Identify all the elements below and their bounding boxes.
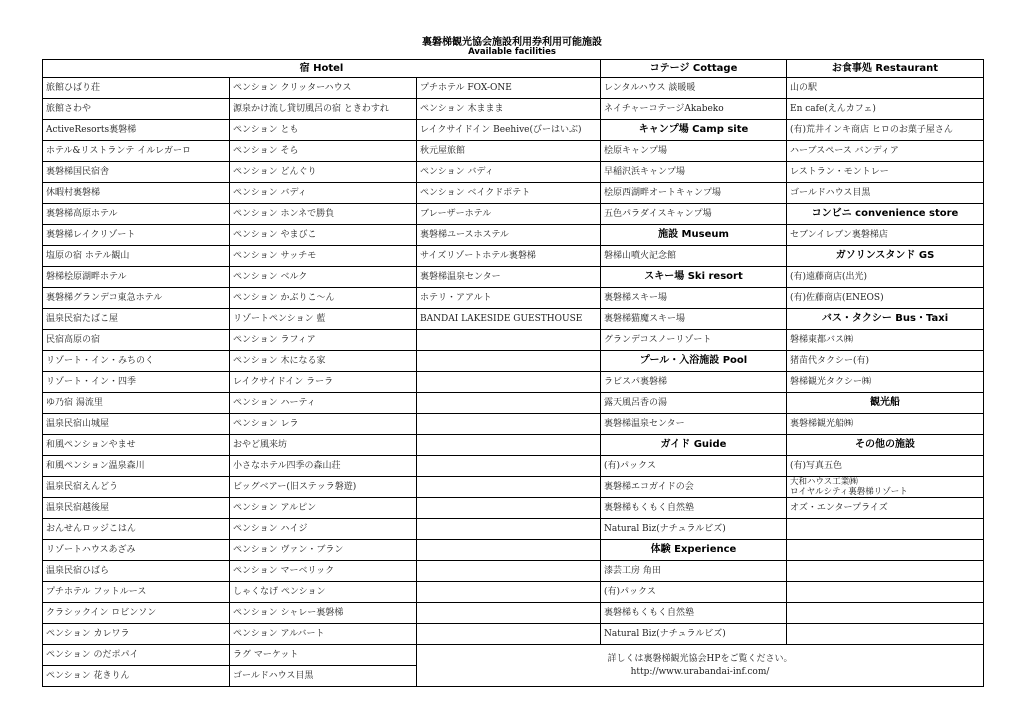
page-subtitle: Available facilities — [468, 47, 556, 57]
category-header: バス・タクシー Bus・Taxi — [787, 309, 984, 330]
hotel-cell: ペンション どんぐり — [230, 162, 417, 183]
empty-cell — [787, 603, 984, 624]
header-row — [43, 60, 984, 78]
hotel-cell: ペンション レラ — [230, 414, 417, 435]
table-row — [43, 561, 984, 582]
category-header: コンビニ convenience store — [787, 204, 984, 225]
facility-cell: (有)パックス — [601, 582, 787, 603]
hotel-cell: 温泉民宿越後屋 — [43, 498, 230, 519]
hotel-cell: プチホテル フットルース — [43, 582, 230, 603]
facility-cell: 裏磐梯温泉センター — [601, 414, 787, 435]
facility-cell: 裏磐梯猫魔スキー場 — [601, 309, 787, 330]
hotel-cell: ペンション 花きりん — [43, 666, 230, 687]
hotel-cell: リゾート・イン・四季 — [43, 372, 230, 393]
hotel-cell: ペンション 木ままま — [417, 99, 601, 120]
facility-cell: 磐梯山噴火記念館 — [601, 246, 787, 267]
hotel-cell: ペンション とも — [230, 120, 417, 141]
facility-cell: (有)写真五色 — [787, 456, 984, 477]
footer-note-text: 詳しくは裏磐梯観光協会HPをご覧ください。 — [607, 653, 793, 664]
hotel-cell: ペンション ハーティ — [230, 393, 417, 414]
facilities-table-body — [43, 60, 984, 687]
category-header: 体験 Experience — [601, 540, 787, 561]
hotel-cell: レイクサイドイン Beehive(びーはいぶ) — [417, 120, 601, 141]
table-row — [43, 456, 984, 477]
facility-cell: 磐梯東都バス㈱ — [787, 330, 984, 351]
hotel-cell: レイクサイドイン ラーラ — [230, 372, 417, 393]
empty-cell — [417, 519, 601, 540]
hotel-cell: 温泉民宿たばこ屋 — [43, 309, 230, 330]
hotel-cell: ペンション クリッターハウス — [230, 78, 417, 99]
hotel-cell: ペンション ベルク — [230, 267, 417, 288]
table-row — [43, 498, 984, 519]
hotel-cell: 秋元屋旅館 — [417, 141, 601, 162]
empty-cell — [417, 330, 601, 351]
page-title: 裏磐梯観光協会施設利用券利用可能施設 — [422, 37, 602, 48]
facility-cell: 五色パラダイスキャンプ場 — [601, 204, 787, 225]
facility-cell — [787, 477, 984, 498]
facility-cell: オズ・エンタープライズ — [787, 498, 984, 519]
category-header: スキー場 Ski resort — [601, 267, 787, 288]
facility-cell: 漆芸工房 角田 — [601, 561, 787, 582]
facility-cell: (有)荒井インキ商店 ヒロのお菓子屋さん — [787, 120, 984, 141]
hotel-cell: プチホテル FOX-ONE — [417, 78, 601, 99]
table-row — [43, 519, 984, 540]
hotel-cell: 裏磐梯グランデコ東急ホテル — [43, 288, 230, 309]
facility-line: ロイヤルシティ裏磐梯リゾート — [790, 487, 908, 497]
hotel-cell: ペンション サッチモ — [230, 246, 417, 267]
hotel-cell: ビッグベアー(旧ステッラ磐遊) — [230, 477, 417, 498]
facility-cell: 裏磐梯観光船㈱ — [787, 414, 984, 435]
hotel-header: 宿 Hotel — [43, 60, 601, 78]
table-row — [43, 99, 984, 120]
category-header: ガイド Guide — [601, 435, 787, 456]
hotel-cell: ペンション バディ — [230, 183, 417, 204]
hotel-cell: リゾートペンション 藍 — [230, 309, 417, 330]
table-row — [43, 435, 984, 456]
hotel-cell: ペンション 木になる家 — [230, 351, 417, 372]
facility-cell: レストラン・モントレー — [787, 162, 984, 183]
facilities-table — [42, 59, 984, 687]
facility-cell: (有)佐藤商店(ENEOS) — [787, 288, 984, 309]
footer-note — [417, 645, 984, 687]
hotel-cell: 旅館さわや — [43, 99, 230, 120]
empty-cell — [417, 561, 601, 582]
facility-cell: En cafe(えんカフェ) — [787, 99, 984, 120]
category-header: プール・入浴施設 Pool — [601, 351, 787, 372]
table-row — [43, 624, 984, 645]
hotel-cell: サイズリゾートホテル裏磐梯 — [417, 246, 601, 267]
table-row — [43, 141, 984, 162]
table-row — [43, 414, 984, 435]
table-row — [43, 330, 984, 351]
category-header: 施設 Museum — [601, 225, 787, 246]
hotel-cell: リゾートハウスあざみ — [43, 540, 230, 561]
hotel-cell: 温泉民宿えんどう — [43, 477, 230, 498]
hotel-cell: ホテリ・アアルト — [417, 288, 601, 309]
hotel-cell: ペンション アルバート — [230, 624, 417, 645]
hotel-cell: 塩原の宿 ホテル観山 — [43, 246, 230, 267]
hotel-cell: ラグ マーケット — [230, 645, 417, 666]
empty-cell — [417, 603, 601, 624]
table-row — [43, 204, 984, 225]
hotel-cell: ペンション カレワラ — [43, 624, 230, 645]
hotel-cell: BANDAI LAKESIDE GUESTHOUSE — [417, 309, 601, 330]
table-row — [43, 393, 984, 414]
hotel-cell: 和風ペンション温泉森川 — [43, 456, 230, 477]
empty-cell — [787, 582, 984, 603]
table-row — [43, 78, 984, 99]
table-row — [43, 183, 984, 204]
facility-cell: ネイチャーコテージAkabeko — [601, 99, 787, 120]
table-row — [43, 477, 984, 498]
empty-cell — [417, 372, 601, 393]
table-row — [43, 582, 984, 603]
category-header: キャンプ場 Camp site — [601, 120, 787, 141]
hotel-cell: しゃくなげ ペンション — [230, 582, 417, 603]
empty-cell — [417, 414, 601, 435]
hotel-cell: ペンション マーベリック — [230, 561, 417, 582]
table-row — [43, 225, 984, 246]
empty-cell — [787, 561, 984, 582]
hotel-cell: 温泉民宿ひばら — [43, 561, 230, 582]
hotel-cell: ゴールドハウス目黒 — [230, 666, 417, 687]
facility-cell: 裏磐梯もくもく自然塾 — [601, 603, 787, 624]
hotel-cell: ペンション かぶりこ～ん — [230, 288, 417, 309]
empty-cell — [787, 624, 984, 645]
facility-cell: 山の駅 — [787, 78, 984, 99]
table-row — [43, 645, 984, 666]
table-row — [43, 120, 984, 141]
hotel-cell: ペンション のだポパイ — [43, 645, 230, 666]
facility-cell: 裏磐梯もくもく自然塾 — [601, 498, 787, 519]
hotel-cell: ペンション そら — [230, 141, 417, 162]
hotel-cell: 小さなホテル四季の森山荘 — [230, 456, 417, 477]
hotel-cell: ブレーザーホテル — [417, 204, 601, 225]
facility-cell: 猪苗代タクシー(有) — [787, 351, 984, 372]
hotel-cell: ホテル&リストランテ イルレガーロ — [43, 141, 230, 162]
empty-cell — [417, 435, 601, 456]
facility-cell: 裏磐梯エコガイドの会 — [601, 477, 787, 498]
hotel-cell: ペンション バディ — [417, 162, 601, 183]
facility-cell: ラビスパ裏磐梯 — [601, 372, 787, 393]
empty-cell — [787, 540, 984, 561]
hotel-cell: 源泉かけ流し貸切風呂の宿 ときわすれ — [230, 99, 417, 120]
category-header: ガソリンスタンド GS — [787, 246, 984, 267]
table-row — [43, 162, 984, 183]
hotel-cell: 休暇村裏磐梯 — [43, 183, 230, 204]
hotel-cell: ペンション ハイジ — [230, 519, 417, 540]
hotel-cell: 磐梯桧原湖畔ホテル — [43, 267, 230, 288]
facility-cell: ハーブスペース バンディア — [787, 141, 984, 162]
facility-cell: 桧原キャンプ場 — [601, 141, 787, 162]
hotel-cell: ゆ乃宿 湯流里 — [43, 393, 230, 414]
facility-cell: 早稲沢浜キャンプ場 — [601, 162, 787, 183]
table-row — [43, 372, 984, 393]
category-header: 観光船 — [787, 393, 984, 414]
facility-cell: Natural Biz(ナチュラルビズ) — [601, 519, 787, 540]
table-row — [43, 267, 984, 288]
empty-cell — [417, 393, 601, 414]
table-row — [43, 246, 984, 267]
hotel-cell: 裏磐梯ユースホステル — [417, 225, 601, 246]
table-row — [43, 540, 984, 561]
hotel-cell: ペンション ヴァン・ブラン — [230, 540, 417, 561]
empty-cell — [417, 498, 601, 519]
hotel-cell: 和風ペンションやませ — [43, 435, 230, 456]
empty-cell — [417, 582, 601, 603]
hotel-cell: ペンション ラフィア — [230, 330, 417, 351]
hotel-cell: ペンション やまびこ — [230, 225, 417, 246]
facility-cell: レンタルハウス 談暖暖 — [601, 78, 787, 99]
facility-cell: グランデコスノーリゾート — [601, 330, 787, 351]
hotel-cell: 裏磐梯温泉センター — [417, 267, 601, 288]
table-row — [43, 288, 984, 309]
hotel-cell: 温泉民宿山城屋 — [43, 414, 230, 435]
facility-cell: 裏磐梯スキー場 — [601, 288, 787, 309]
empty-cell — [417, 351, 601, 372]
facility-line: 大和ハウス工業㈱ — [790, 477, 858, 487]
hotel-cell: おんせんロッジこはん — [43, 519, 230, 540]
hotel-cell: 裏磐梯高原ホテル — [43, 204, 230, 225]
facility-cell: セブンイレブン裏磐梯店 — [787, 225, 984, 246]
hotel-cell: 旅館ひばり荘 — [43, 78, 230, 99]
hotel-cell: ペンション ベイクドポテト — [417, 183, 601, 204]
table-row — [43, 603, 984, 624]
hotel-cell: クラシックイン ロビンソン — [43, 603, 230, 624]
table-row — [43, 351, 984, 372]
footer-note-url[interactable]: http://www.urabandai-inf.com/ — [630, 666, 770, 677]
hotel-cell: リゾート・イン・みちのく — [43, 351, 230, 372]
restaurant-header: お食事処 Restaurant — [787, 60, 984, 78]
facility-cell: Natural Biz(ナチュラルビズ) — [601, 624, 787, 645]
empty-cell — [787, 519, 984, 540]
hotel-cell: ペンション アルピン — [230, 498, 417, 519]
cottage-header: コテージ Cottage — [601, 60, 787, 78]
empty-cell — [417, 540, 601, 561]
hotel-cell: ペンション シャレー裏磐梯 — [230, 603, 417, 624]
facility-cell: (有)パックス — [601, 456, 787, 477]
hotel-cell: ActiveResorts裏磐梯 — [43, 120, 230, 141]
hotel-cell: 裏磐梯レイクリゾート — [43, 225, 230, 246]
empty-cell — [417, 624, 601, 645]
empty-cell — [417, 477, 601, 498]
facility-cell: 桧原西湖畔オートキャンプ場 — [601, 183, 787, 204]
empty-cell — [417, 456, 601, 477]
table-row — [43, 309, 984, 330]
hotel-cell: 裏磐梯国民宿舎 — [43, 162, 230, 183]
hotel-cell: ペンション ホンネで勝負 — [230, 204, 417, 225]
hotel-cell: 民宿高原の宿 — [43, 330, 230, 351]
facility-cell: ゴールドハウス目黒 — [787, 183, 984, 204]
hotel-cell: おやど風来坊 — [230, 435, 417, 456]
facility-cell: 磐梯観光タクシー㈱ — [787, 372, 984, 393]
facility-cell: (有)遠藤商店(出光) — [787, 267, 984, 288]
category-header: その他の施設 — [787, 435, 984, 456]
facility-cell: 露天風呂香の湯 — [601, 393, 787, 414]
